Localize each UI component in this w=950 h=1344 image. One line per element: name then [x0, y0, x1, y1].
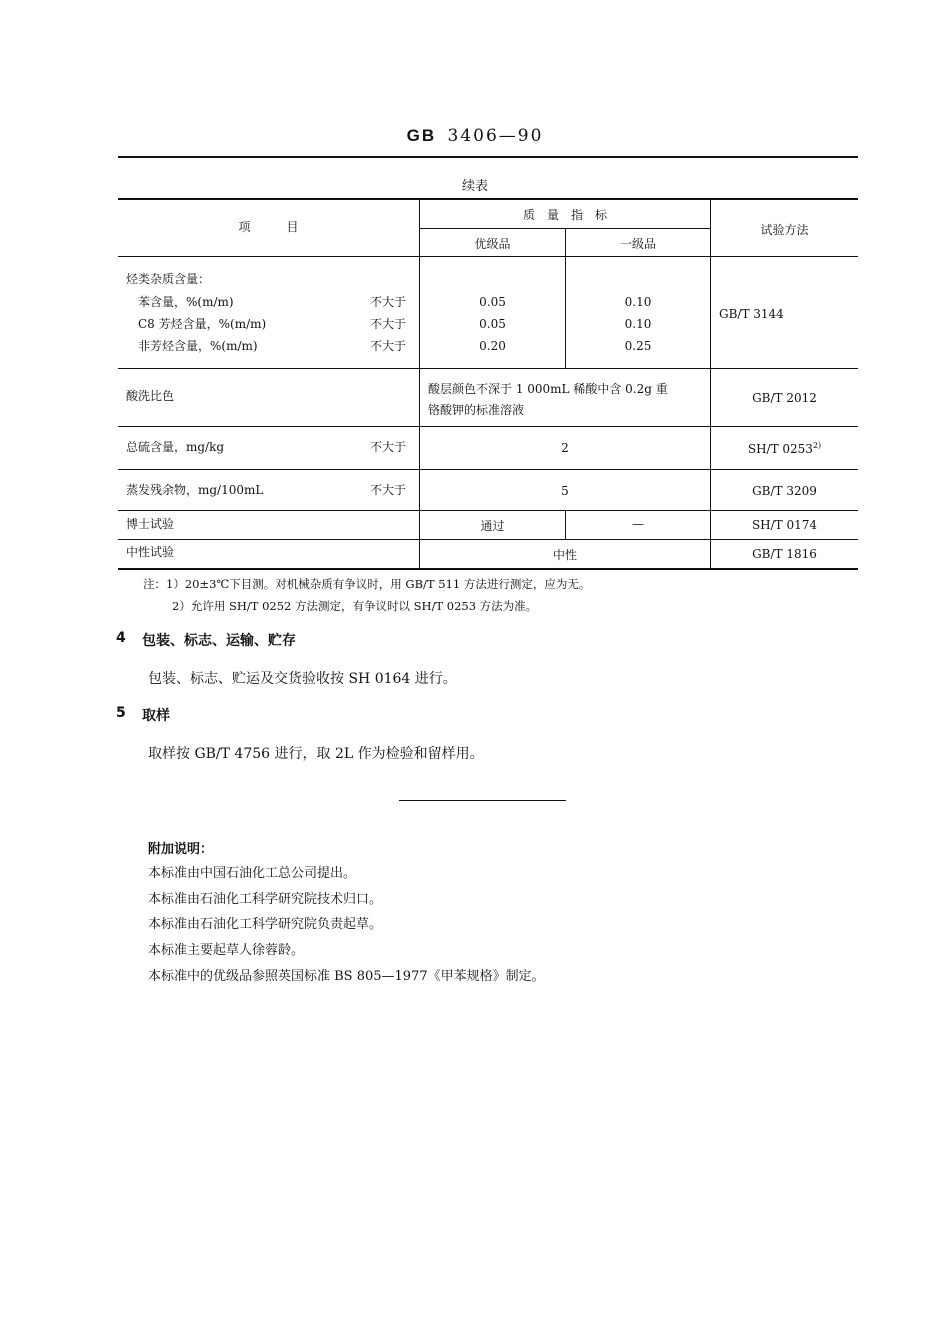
table-row-rule — [118, 426, 858, 427]
col-header-premium: 优级品 — [474, 237, 511, 251]
table-row-rule — [118, 368, 858, 369]
acid-wash-value-1: 酸层颜色不深于 1 000mL 稀酸中含 0.2g 重 — [428, 382, 668, 396]
col-header-item: 项 目 — [238, 220, 299, 234]
row-first: 0.25 — [624, 339, 652, 353]
section-4-title: 包装、标志、运输、贮存 — [142, 633, 296, 649]
additional-line: 本标准主要起草人徐蓉龄。 — [148, 943, 305, 958]
footnote-2: 2）允许用 SH/T 0252 方法测定，有争议时以 SH/T 0253 方法为准。 — [172, 599, 538, 613]
row-limit: 不大于 — [370, 295, 407, 309]
row-label: 苯含量，%(m/m) — [138, 295, 234, 309]
neutral-method: GB/T 1816 — [752, 547, 817, 561]
residue-method: GB/T 3209 — [752, 484, 817, 498]
table-bottom-rule — [118, 568, 858, 570]
col-header-first: 一级品 — [619, 237, 656, 251]
additional-line: 本标准由石油化工科学研究院技术归口。 — [148, 892, 383, 907]
table-row-rule — [118, 469, 858, 470]
row-limit: 不大于 — [370, 317, 407, 331]
residue-limit: 不大于 — [370, 483, 407, 497]
row-method: GB/T 3144 — [719, 307, 784, 321]
doctor-first: — — [632, 517, 644, 531]
impurities-title: 烃类杂质含量： — [126, 272, 211, 286]
doctor-label: 博士试验 — [126, 517, 175, 531]
end-rule — [399, 800, 566, 801]
section-5-body: 取样按 GB/T 4756 进行，取 2L 作为检验和留样用。 — [148, 746, 484, 762]
residue-value: 5 — [561, 484, 569, 498]
additional-title: 附加说明： — [148, 842, 214, 857]
col-header-method: 试验方法 — [760, 223, 809, 237]
table-header-rule — [118, 256, 858, 257]
section-4-number: 4 — [116, 630, 126, 646]
doctor-method: SH/T 0174 — [751, 518, 818, 532]
table-row-rule — [118, 510, 858, 511]
row-first: 0.10 — [624, 295, 652, 309]
neutral-value: 中性 — [552, 548, 577, 562]
additional-line: 本标准由石油化工科学研究院负责起草。 — [148, 917, 383, 932]
row-label: 非芳烃含量，%(m/m) — [138, 339, 258, 353]
row-label: C8 芳烃含量，%(m/m) — [138, 317, 267, 331]
standard-number — [0, 126, 950, 146]
table-col-rule — [710, 198, 711, 569]
table-top-rule — [118, 198, 858, 200]
header-rule — [118, 156, 858, 158]
row-limit: 不大于 — [370, 339, 407, 353]
table-caption: 续表 — [461, 179, 488, 194]
sulfur-value: 2 — [561, 441, 569, 455]
sulfur-label: 总硫含量，mg/kg — [126, 440, 225, 454]
row-premium: 0.20 — [479, 339, 506, 353]
neutral-label: 中性试验 — [126, 545, 175, 559]
standard-year: 3406—90 — [447, 126, 544, 146]
row-premium: 0.05 — [479, 317, 506, 331]
section-4-body: 包装、标志、贮运及交货验收按 SH 0164 进行。 — [148, 671, 457, 687]
acid-wash-label: 酸洗比色 — [126, 389, 175, 403]
sulfur-limit: 不大于 — [370, 440, 407, 454]
standard-code: GB — [406, 126, 437, 145]
section-5-number: 5 — [116, 705, 126, 721]
residue-label: 蒸发残余物，mg/100mL — [126, 483, 264, 497]
additional-line: 本标准中的优级品参照英国标准 BS 805—1977《甲苯规格》制定。 — [148, 969, 545, 984]
footnote-1: 注：1）20±3℃下目测。对机械杂质有争议时，用 GB/T 511 方法进行测定，应为无。 — [143, 577, 591, 591]
acid-wash-value-2: 铬酸钾的标准溶液 — [428, 403, 525, 417]
sulfur-method-footnote: 2) — [812, 441, 822, 450]
sulfur-method — [711, 441, 858, 456]
sulfur-method-text: SH/T 0253 — [747, 442, 813, 456]
table-col-rule — [419, 198, 420, 569]
row-first: 0.10 — [624, 317, 652, 331]
doctor-premium: 通过 — [480, 519, 505, 533]
table-row-rule — [118, 539, 858, 540]
row-premium: 0.05 — [479, 295, 506, 309]
additional-line: 本标准由中国石油化工总公司提出。 — [148, 866, 357, 881]
col-header-quality: 质 量 指 标 — [522, 208, 607, 222]
section-5-title: 取样 — [142, 708, 170, 724]
acid-wash-method: GB/T 2012 — [752, 391, 817, 405]
